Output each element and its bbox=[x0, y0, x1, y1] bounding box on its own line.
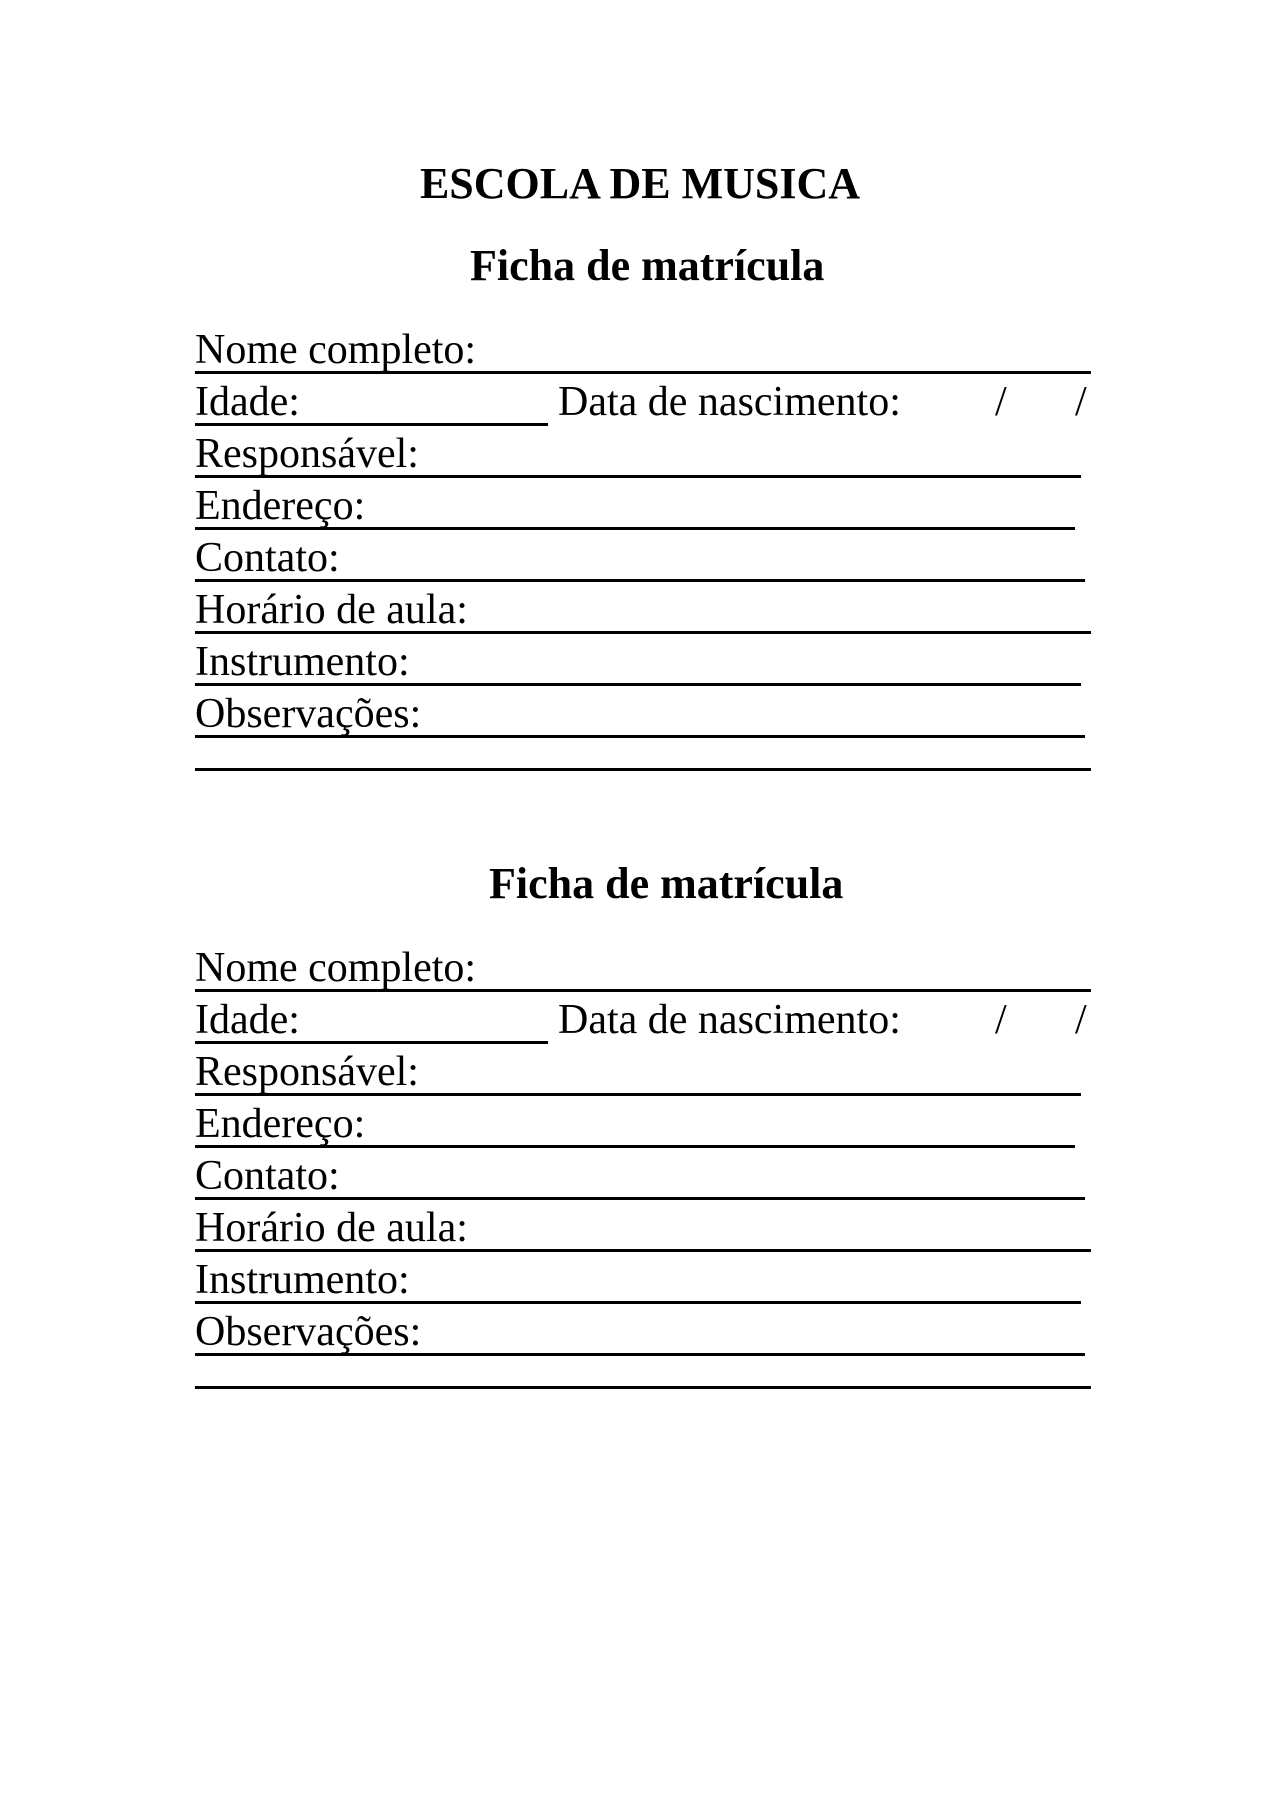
field-endereco[interactable] bbox=[195, 1096, 1091, 1148]
field-label: Observações: bbox=[195, 691, 422, 737]
fill-line bbox=[195, 768, 1091, 771]
field-label: Observações: bbox=[195, 1309, 422, 1355]
field-contato[interactable] bbox=[195, 1148, 1091, 1200]
field-horario-de-aula[interactable] bbox=[195, 582, 1091, 634]
date-separator: / bbox=[1075, 379, 1087, 425]
field-label: Idade: bbox=[195, 997, 300, 1043]
field-label: Endereço: bbox=[195, 1101, 366, 1147]
form-1-fields bbox=[195, 322, 1091, 771]
field-observacoes[interactable] bbox=[195, 1304, 1091, 1356]
field-nome-completo[interactable] bbox=[195, 322, 1091, 374]
date-separator: / bbox=[1075, 997, 1087, 1043]
field-label: Idade: bbox=[195, 379, 300, 425]
field-label: Nome completo: bbox=[195, 945, 477, 991]
fill-line bbox=[195, 1386, 1091, 1389]
field-idade-data[interactable] bbox=[195, 374, 1091, 426]
field-horario-de-aula[interactable] bbox=[195, 1200, 1091, 1252]
field-label: Contato: bbox=[195, 1153, 340, 1199]
field-observacoes[interactable] bbox=[195, 686, 1091, 738]
date-separator: / bbox=[995, 379, 1007, 425]
field-endereco[interactable] bbox=[195, 478, 1091, 530]
field-label: Horário de aula: bbox=[195, 1205, 468, 1251]
field-label: Instrumento: bbox=[195, 1257, 410, 1303]
observacoes-extra-line[interactable] bbox=[195, 738, 1091, 771]
field-instrumento[interactable] bbox=[195, 1252, 1091, 1304]
field-label: Endereço: bbox=[195, 483, 366, 529]
field-idade-data[interactable] bbox=[195, 992, 1091, 1044]
field-responsavel[interactable] bbox=[195, 426, 1091, 478]
field-instrumento[interactable] bbox=[195, 634, 1091, 686]
school-name-heading: ESCOLA DE MUSICA bbox=[419, 159, 861, 208]
date-label: Data de nascimento: bbox=[558, 997, 901, 1043]
form-1-title: Ficha de matrícula bbox=[470, 241, 825, 290]
date-label: Data de nascimento: bbox=[558, 379, 901, 425]
field-contato[interactable] bbox=[195, 530, 1091, 582]
field-label: Horário de aula: bbox=[195, 587, 468, 633]
observacoes-extra-line[interactable] bbox=[195, 1356, 1091, 1389]
field-label: Responsável: bbox=[195, 1049, 419, 1095]
field-label: Instrumento: bbox=[195, 639, 410, 685]
field-label: Contato: bbox=[195, 535, 340, 581]
field-responsavel[interactable] bbox=[195, 1044, 1091, 1096]
field-label: Responsável: bbox=[195, 431, 419, 477]
field-label: Nome completo: bbox=[195, 327, 477, 373]
form-2-fields bbox=[195, 940, 1091, 1389]
date-separator: / bbox=[995, 997, 1007, 1043]
field-nome-completo[interactable] bbox=[195, 940, 1091, 992]
form-2-title: Ficha de matrícula bbox=[489, 859, 844, 908]
